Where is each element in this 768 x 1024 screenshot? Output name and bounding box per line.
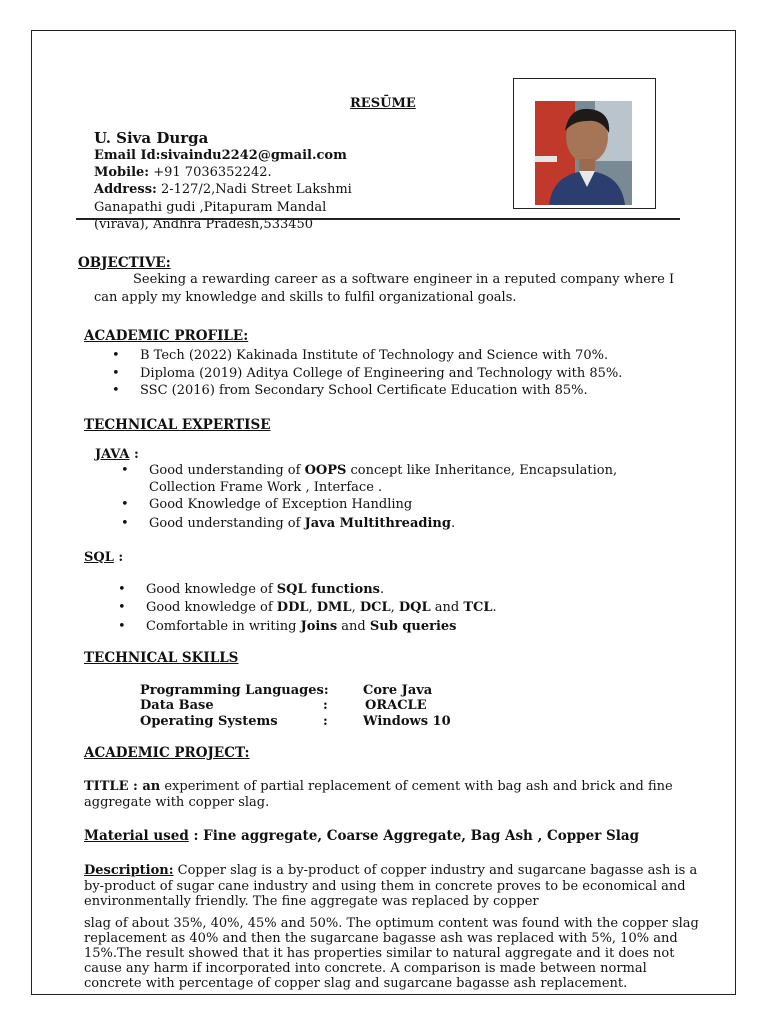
sql-item-functions [146, 582, 384, 597]
sql-item-joins-pre: Comfortable in writing [146, 619, 301, 634]
objective-line-2: can apply my knowledge and skills to fulfil organizational goals. [94, 290, 517, 305]
java-item-oops-line2: Collection Frame Work , Interface . [149, 480, 383, 495]
sql-item-lang-tcl: TCL [463, 600, 493, 615]
skill-sep-database: : [323, 698, 328, 713]
academic-project-heading: ACADEMIC PROJECT: [84, 745, 250, 761]
sql-item-lang-dql: DQL [398, 600, 431, 615]
academic-profile-heading: ACADEMIC PROFILE: [84, 328, 249, 344]
sql-item-lang-dml: DML [316, 600, 352, 615]
mobile-line [94, 165, 272, 180]
java-item-oops-bold: OOPS [304, 463, 347, 478]
material-used-label: Material used [84, 828, 189, 844]
address-line-3: (virava), Andhra Pradesh,533450 [94, 217, 314, 232]
sql-item-lang-dcl: DCL [359, 600, 391, 615]
skill-sep-os: : [323, 714, 328, 729]
email-line [94, 148, 347, 163]
description-line-6: 15%.The result showed that it has properties similar to natural aggregate and it does not [84, 946, 675, 961]
description-line-1 [84, 863, 697, 878]
skill-label-database: Data Base [140, 698, 214, 713]
java-subheading [95, 447, 139, 462]
address-line-2: Ganapathi gudi ,Pitapuram Mandal [94, 200, 327, 215]
sql-label: SQL [84, 550, 114, 565]
mobile-value: +91 7036352242. [149, 165, 272, 180]
photo-frame [513, 78, 656, 209]
description-line-3: environmentally friendly. The fine aggregate was replaced by copper [84, 894, 539, 909]
sql-item-joins-bold: Joins [300, 619, 338, 634]
description-line-2: by-product of sugar cane industry and using them in concrete proves to be economical and [84, 879, 686, 894]
address-value-1: 2-127/2,Nadi Street Lakshmi [156, 182, 352, 197]
header-divider [76, 218, 680, 220]
sql-item-languages [146, 600, 497, 615]
candidate-name: U. Siva Durga [94, 129, 209, 147]
objective-line-1: Seeking a rewarding career as a software engineer in a reputed company where I [133, 272, 675, 287]
project-title-line-1 [84, 779, 673, 794]
sql-item-lang-s2: , [351, 600, 360, 615]
resume-title: RESŪME [350, 96, 416, 111]
java-label: JAVA [95, 447, 130, 462]
description-line-8: concrete with percentage of copper slag and sugarcane bagasse ash replacement. [84, 976, 628, 991]
skill-value-database: ORACLE [365, 698, 427, 713]
java-item-exception: • Good Knowledge of Exception Handling [149, 497, 412, 512]
java-item-multithreading [149, 516, 455, 531]
java-colon: : [129, 447, 139, 462]
description-line-4: slag of about 35%, 40%, 45% and 50%. The optimum content was found with the copper slag [84, 916, 699, 931]
technical-skills-heading: TECHNICAL SKILLS [84, 650, 239, 666]
material-used-value: : Fine aggregate, Coarse Aggregate, Bag Ash , Copper Slag [188, 828, 640, 844]
resume-page [31, 30, 736, 995]
sql-item-functions-bold: SQL functions [276, 582, 380, 597]
project-title-label: TITLE : an [84, 779, 161, 794]
sql-item-functions-pre: Good knowledge of [146, 582, 277, 597]
material-used-line [84, 828, 639, 844]
skill-value-programming: Core Java [363, 683, 433, 698]
description-label: Description: [84, 863, 174, 878]
skill-label-os: Operating Systems [140, 714, 278, 729]
description-text-1: Copper slag is a by-product of copper industry and sugarcane bagasse ash is a [173, 863, 698, 878]
description-line-7: cause any harm if incorporated into concrete. A comparison is made between normal [84, 961, 647, 976]
skill-label-programming: Programming Languages: [140, 683, 329, 698]
academic-item-btech: • B Tech (2022) Kakinada Institute of Technology and Science with 70%. [140, 348, 608, 363]
sql-item-functions-post: . [379, 582, 385, 597]
java-item-mt-pre: Good understanding of [149, 516, 305, 531]
sql-item-lang-post: . [492, 600, 497, 615]
java-item-oops [149, 463, 617, 478]
address-line-1 [94, 182, 352, 197]
sql-item-joins [146, 619, 457, 634]
java-item-oops-post: concept like Inheritance, Encapsulation, [346, 463, 618, 478]
email-label: Email Id: [94, 148, 161, 163]
skill-value-os: Windows 10 [363, 714, 451, 729]
java-item-mt-post: . [450, 516, 456, 531]
academic-item-ssc: • SSC (2016) from Secondary School Certificate Education with 85%. [140, 383, 588, 398]
sql-colon: : [113, 550, 124, 565]
profile-photo-icon [535, 101, 632, 205]
sql-item-lang-pre: Good knowledge of [146, 600, 277, 615]
project-title-text: experiment of partial replacement of cement with bag ash and brick and fine [160, 779, 673, 794]
academic-item-diploma: • Diploma (2019) Aditya College of Engineering and Technology with 85%. [140, 366, 622, 381]
email-value: sivaindu2242@gmail.com [160, 148, 347, 163]
sql-item-lang-s1: , [308, 600, 317, 615]
objective-heading: OBJECTIVE: [78, 255, 171, 271]
sql-item-subqueries-bold: Sub queries [369, 619, 457, 634]
project-title-line-2: aggregate with copper slag. [84, 795, 270, 810]
sql-item-joins-mid: and [337, 619, 370, 634]
technical-expertise-heading: TECHNICAL EXPERTISE [84, 417, 271, 433]
description-line-5: replacement as 40% and then the sugarcane bagasse ash was replaced with 5%, 10% and [84, 931, 678, 946]
mobile-label: Mobile: [94, 165, 150, 180]
sql-subheading [84, 550, 123, 565]
sql-item-lang-s3: , [390, 600, 399, 615]
sql-item-lang-s4: and [430, 600, 464, 615]
java-item-oops-pre: Good understanding of [149, 463, 305, 478]
java-item-mt-bold: Java Multithreading [304, 516, 451, 531]
address-label: Address: [94, 182, 157, 197]
sql-item-lang-ddl: DDL [276, 600, 309, 615]
